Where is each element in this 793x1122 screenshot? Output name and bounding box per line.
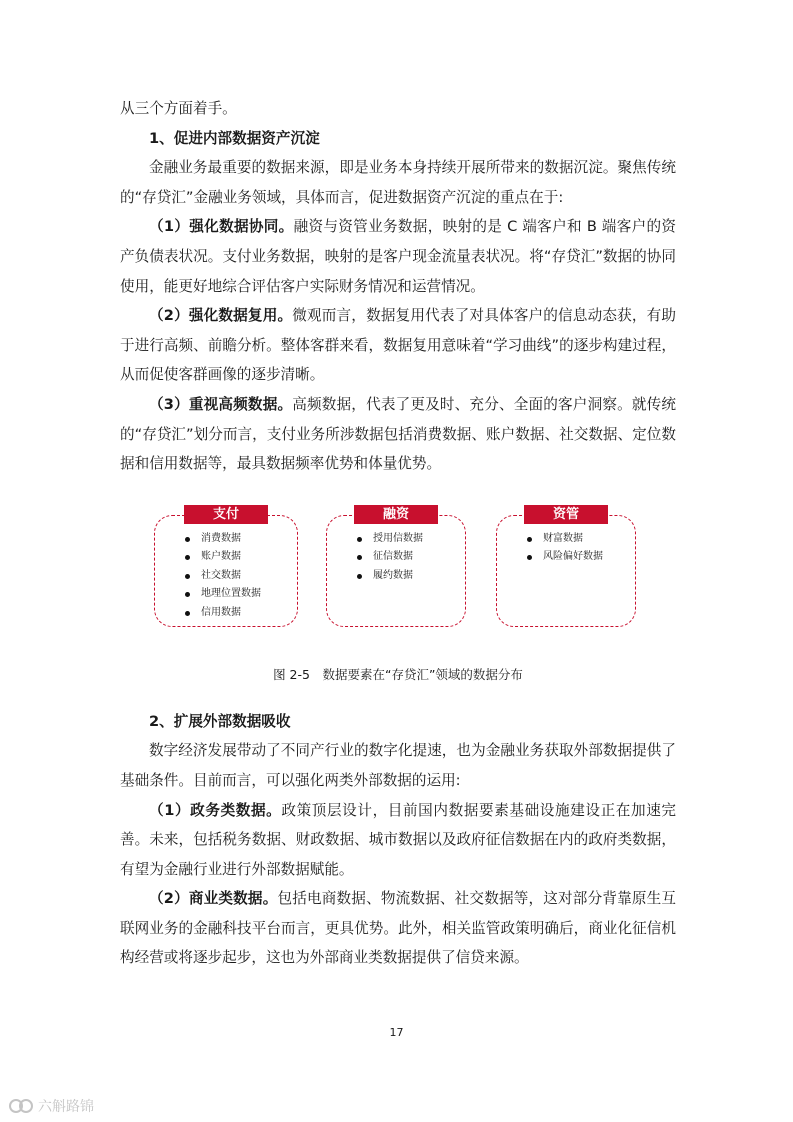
box-asset-management-list — [527, 530, 603, 567]
list-item: 征信数据 — [357, 548, 423, 567]
paragraph-2-body: 融资与资管业务数据，映射的是 C 端客户和 B 端客户的资产负债表状况。支付业务数据，映射的是客户现金流量表状况。将“存贷汇”数据的协同使用，能更好地综合评估客户实际财务情况和运营情况。 — [120, 218, 676, 295]
list-item: 财富数据 — [527, 530, 603, 549]
box-payment-title: 支付 — [184, 505, 268, 524]
watermark — [8, 1096, 94, 1116]
paragraph-5: 数字经济发展带动了不同产行业的数字化提速，也为金融业务获取外部数据提供了基础条件。目前而言，可以强化两类外部数据的运用: — [120, 742, 676, 789]
list-item: 风险偏好数据 — [527, 548, 603, 567]
box-financing-title: 融资 — [354, 505, 438, 524]
paragraph-3 — [120, 301, 676, 390]
paragraph-6 — [120, 796, 676, 885]
watermark-logo-icon — [8, 1098, 34, 1114]
paragraph-7-lead: （2）商业类数据。 — [149, 890, 278, 908]
paragraph-4 — [120, 390, 676, 479]
list-item: 履约数据 — [357, 567, 423, 586]
list-item: 消费数据 — [185, 530, 261, 549]
paragraph-3-body: 微观而言，数据复用代表了对具体客户的信息动态获，有助于进行高频、前瞻分析。整体客群来看，数据复用意味着“学习曲线”的逐步构建过程，从而促使客群画像的逐步清晰。 — [120, 307, 676, 384]
list-item: 授用信数据 — [357, 530, 423, 549]
paragraph-4-body: 高频数据，代表了更及时、充分、全面的客户洞察。就传统的“存贷汇”划分而言，支付业务所涉数据包括消费数据、账户数据、社交数据、定位数据和信用数据等，最具数据频率优势和体量优势。 — [120, 395, 676, 473]
section-heading-1: 1、促进内部数据资产沉淀 — [149, 129, 320, 147]
list-item: 地理位置数据 — [185, 585, 261, 604]
paragraph-1: 金融业务最重要的数据来源，即是业务本身持续开展所带来的数据沉淀。聚焦传统的“存贷汇”金融业务领域，具体而言，促进数据资产沉淀的重点在于: — [120, 159, 676, 206]
figure-caption: 图 2-5 数据要素在“存贷汇”领域的数据分布 — [273, 666, 523, 682]
box-payment-list — [185, 530, 261, 623]
box-financing-list — [357, 530, 423, 586]
paragraph-7-body: 包括电商数据、物流数据、社交数据等，这对部分背靠原生互联网业务的金融科技平台而言，更具优势。此外，相关监管政策明确后，商业化征信机构经营或将逐步起步，这也为外部商业类数据提供了信贷来源。 — [120, 890, 676, 967]
paragraph-2 — [120, 212, 676, 301]
box-asset-management — [496, 506, 636, 627]
paragraph-4-lead: （3）重视高频数据。 — [149, 395, 293, 413]
figure-data-distribution — [120, 503, 676, 661]
paragraph-6-body: 政策顶层设计，目前国内数据要素基础设施建设正在加速完善。未来，包括税务数据、财政数据、城市数据以及政府征信数据在内的政府类数据，有望为金融行业进行外部数据赋能。 — [120, 801, 676, 878]
list-item: 信用数据 — [185, 604, 261, 623]
paragraph-3-lead: （2）强化数据复用。 — [149, 307, 293, 325]
list-item: 账户数据 — [185, 548, 261, 567]
box-payment — [154, 506, 298, 627]
paragraph-2-lead: （1）强化数据协同。 — [149, 218, 294, 236]
watermark-text: 六斛路锦 — [38, 1099, 94, 1115]
box-financing — [326, 506, 466, 627]
section-heading-2: 2、扩展外部数据吸收 — [149, 712, 291, 730]
page-number: 17 — [389, 1026, 404, 1039]
paragraph-6-lead: （1）政务类数据。 — [149, 801, 282, 819]
list-item: 社交数据 — [185, 567, 261, 586]
document-body — [120, 94, 676, 973]
paragraph-7 — [120, 884, 676, 973]
box-asset-management-title: 资管 — [524, 505, 608, 524]
paragraph-intro: 从三个方面着手。 — [120, 100, 237, 117]
